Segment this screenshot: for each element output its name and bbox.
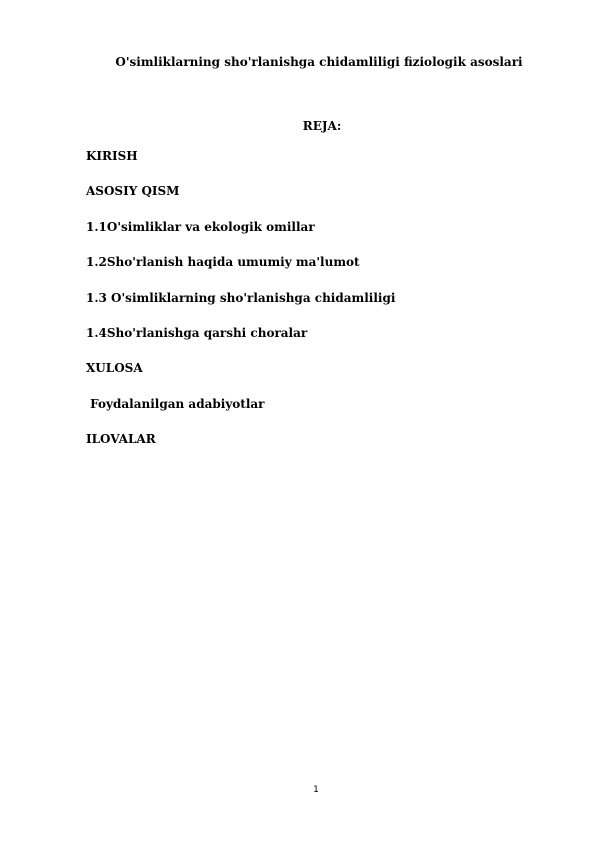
toc-item-1-4: 1.4Sho'rlanishga qarshi choralar — [86, 325, 308, 340]
plan-heading: REJA: — [302, 119, 342, 133]
toc-item-asosiy-qism: ASOSIY QISM — [86, 184, 180, 199]
toc-item-1-1: 1.1O'simliklar va ekologik omillar — [86, 219, 315, 234]
page-number: 1 — [313, 785, 319, 795]
toc-item-adabiyotlar: Foydalanilgan adabiyotlar — [86, 396, 265, 411]
toc-item-xulosa: XULOSA — [86, 361, 143, 376]
toc-item-1-3: 1.3 O'simliklarning sho'rlanishga chidamliligi — [86, 290, 396, 305]
toc-item-ilovalar: ILOVALAR — [86, 432, 156, 447]
document-title: O'simliklarning sho'rlanishga chidamliligi fiziologik asoslari — [115, 55, 523, 69]
toc-item-1-2: 1.2Sho'rlanish haqida umumiy ma'lumot — [86, 255, 360, 270]
table-of-contents — [86, 148, 395, 467]
toc-item-kirish: KIRISH — [86, 149, 138, 163]
